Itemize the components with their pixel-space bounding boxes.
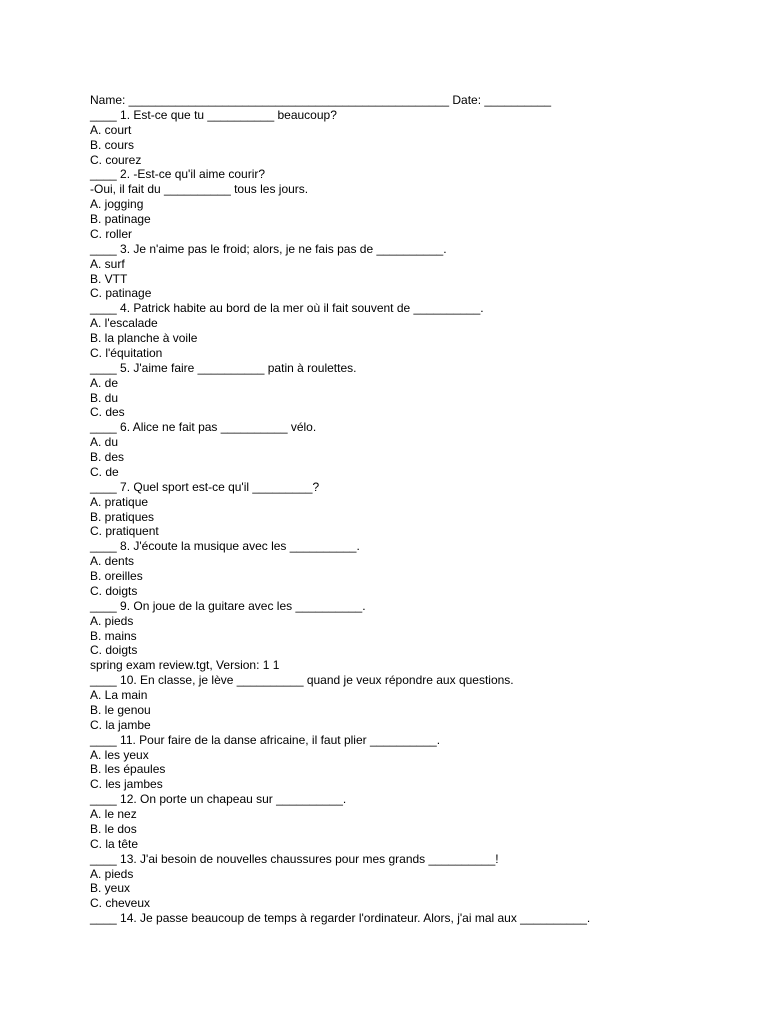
question-5-option-b: B. du (90, 390, 119, 405)
question-3-option-a: A. surf (90, 256, 125, 271)
question-10-prompt: ____ 10. En classe, je lève __________ quand je veux répondre aux questions. (90, 673, 514, 688)
question-4-option-b: B. la planche à voile (90, 331, 198, 345)
question-5-option-c: C. des (90, 405, 125, 420)
question-6-prompt: ____ 6. Alice ne fait pas __________ vélo. (90, 420, 317, 435)
question-6-option-b: B. des (90, 450, 125, 464)
question-3-option-c: C. patinage (90, 286, 152, 301)
question-9-option-b: B. mains (90, 628, 137, 643)
question-11-option-a: A. les yeux (90, 747, 149, 762)
question-4-option-c: C. l'équitation (90, 345, 163, 360)
question-7-option-c: C. pratiquent (90, 524, 159, 539)
question-8-option-b: B. oreilles (90, 569, 143, 583)
question-2-prompt-continued: -Oui, il fait du __________ tous les jours. (90, 182, 309, 197)
question-5-option-a: A. de (90, 375, 119, 390)
question-7-option-b: B. pratiques (90, 509, 155, 524)
question-6-option-a: A. du (90, 435, 119, 450)
question-12-option-c: C. la tête (90, 836, 139, 851)
question-12-prompt: ____ 12. On porte un chapeau sur __________. (90, 792, 347, 807)
question-3-prompt: ____ 3. Je n'aime pas le froid; alors, je ne fais pas de __________. (90, 241, 447, 256)
question-13-option-c: C. cheveux (90, 896, 151, 911)
question-13-prompt: ____ 13. J'ai besoin de nouvelles chaussures pour mes grands __________! (90, 851, 499, 866)
question-2-prompt: ____ 2. -Est-ce qu'il aime courir? (90, 167, 266, 182)
question-4-prompt: ____ 4. Patrick habite au bord de la mer où il fait souvent de __________. (90, 301, 484, 316)
question-4-option-a: A. l'escalade (90, 316, 158, 331)
question-1-prompt: ____ 1. Est-ce que tu __________ beaucoup? (90, 107, 337, 122)
question-1-option-a: A. court (90, 122, 132, 137)
exam-document (90, 93, 750, 926)
question-6-option-c: C. de (90, 464, 119, 479)
question-8-prompt: ____ 8. J'écoute la musique avec les __________. (90, 539, 360, 554)
question-8-option-c: C. doigts (90, 583, 138, 598)
question-5-prompt: ____ 5. J'aime faire __________ patin à roulettes. (90, 360, 357, 375)
question-2-option-a: A. jogging (90, 197, 144, 212)
question-1-option-b: B. cours (90, 137, 135, 152)
question-9-prompt: ____ 9. On joue de la guitare avec les __________. (90, 598, 366, 613)
question-7-option-a: A. pratique (90, 494, 149, 509)
question-2-option-b: B. patinage (90, 212, 151, 226)
question-9-option-a: A. pieds (90, 613, 134, 628)
question-2-option-c: C. roller (90, 226, 133, 241)
question-7-prompt: ____ 7. Quel sport est-ce qu'il _________? (90, 479, 320, 494)
question-8-option-a: A. dents (90, 554, 135, 569)
question-14-prompt: ____ 14. Je passe beaucoup de temps à regarder l'ordinateur. Alors, j'ai mal aux __________. (90, 911, 591, 926)
question-13-option-a: A. pieds (90, 866, 134, 881)
question-1-option-c: C. courez (90, 152, 142, 167)
question-11-option-c: C. les jambes (90, 777, 163, 792)
question-13-option-b: B. yeux (90, 881, 131, 896)
question-3-option-b: B. VTT (90, 271, 128, 286)
question-11-option-b: B. les épaules (90, 762, 166, 777)
question-10-option-b: B. le genou (90, 702, 151, 717)
name-date-header: Name: ________________________________________________ Date: __________ (90, 93, 552, 107)
question-9-option-c: C. doigts (90, 643, 138, 658)
question-12-option-a: A. le nez (90, 807, 137, 821)
question-10-option-a: A. La main (90, 688, 148, 702)
question-12-option-b: B. le dos (90, 821, 137, 836)
question-10-option-c: C. la jambe (90, 717, 151, 732)
version-line: spring exam review.tgt, Version: 1 1 (90, 658, 280, 673)
question-11-prompt: ____ 11. Pour faire de la danse africaine, il faut plier __________. (90, 732, 441, 747)
